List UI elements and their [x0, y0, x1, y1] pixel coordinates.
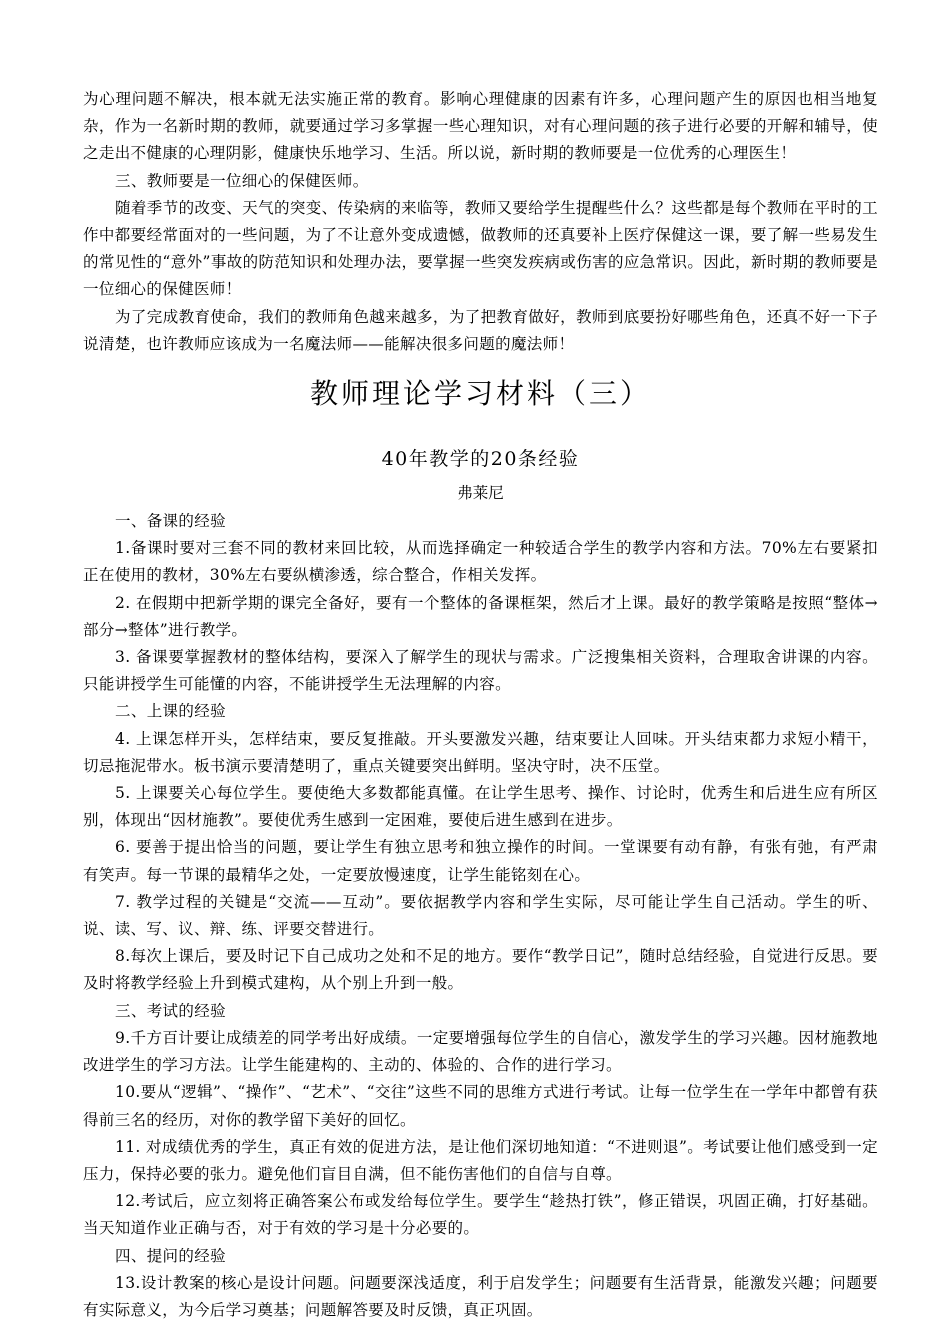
page-title: 教师理论学习材料（三）: [309, 377, 651, 411]
paragraph: 9.千方百计要让成绩差的同学考出好成绩。一定要增强每位学生的自信心，激发学生的学习兴趣。因材施教地改进学生的学习方法。让学生能建构的、主动的、体验的、合作的进行学习。: [83, 1028, 878, 1075]
paragraph: 11. 对成绩优秀的学生，真正有效的促进方法，是让他们深切地知道：“不进则退”。考试要让他们感受到一定压力，保持必要的张力。避免他们盲目自满，但不能伤害他们的自信与自尊。: [83, 1137, 878, 1183]
paragraph: 4. 上课怎样开头，怎样结束，要反复推敲。开头要激发兴趣，结束要让人回味。开头结束都力求短小精干，切忌拖泥带水。板书演示要清楚明了，重点关键要突出鲜明。坚决守时，决不压堂。: [83, 729, 878, 775]
section-heading: 四、提问的经验: [115, 1246, 226, 1265]
paragraph: 13.设计教案的核心是设计问题。问题要深浅适度，利于启发学生；问题要有生活背景，能激发兴趣；问题要有实际意义，为今后学习奠基；问题解答要及时反馈，真正巩固。: [83, 1273, 878, 1319]
paragraph: 为了完成教育使命，我们的教师角色越来越多，为了把教育做好，教师到底要扮好哪些角色，还真不好一下子说清楚，也许教师应该成为一名魔法师——能解决很多问题的魔法师！: [83, 307, 878, 353]
article-title: 40年教学的20条经验: [381, 448, 580, 471]
paragraph: 2. 在假期中把新学期的课完全备好，要有一个整体的备课框架，然后才上课。最好的教学策略是按照“整体→部分→整体”进行教学。: [83, 593, 878, 639]
paragraph: 1.备课时要对三套不同的教材来回比较，从而选择确定一种较适合学生的教学内容和方法。70%左右要紧扣正在使用的教材，30%左右要纵横渗透，综合整合，作相关发挥。: [83, 539, 878, 585]
paragraph: 8.每次上课后，要及时记下自己成功之处和不足的地方。要作“教学日记”，随时总结经验，自觉进行反思。要及时将教学经验上升到模式建构，从个别上升到一般。: [83, 947, 878, 993]
document-page: [83, 86, 878, 1324]
paragraph: 随着季节的改变、天气的突变、传染病的来临等，教师又要给学生提醒些什么？这些都是每个教师在平时的工作中都要经常面对的一些问题，为了不让意外变成遗憾，做教师的还真要补上医疗保健这一课，要了解一些易发生的常见性的“意外”事故的防范知识和处理办法，要掌握一些突发疾病或伤害的应急常识。因此，新时期的教师要是一位细心的保健医师！: [83, 198, 878, 299]
section-heading: 二、上课的经验: [115, 702, 226, 721]
paragraph: 10.要从“逻辑”、“操作”、“艺术”、“交往”这些不同的思维方式进行考试。让每一位学生在一学年中都曾有获得前三名的经历，对你的教学留下美好的回忆。: [83, 1083, 878, 1129]
paragraph: 5. 上课要关心每位学生。要使绝大多数都能真懂。在让学生思考、操作、讨论时，优秀生和后进生应有所区别，体现出“因材施教”。要使优秀生感到一定困难，要使后进生感到在进步。: [83, 784, 878, 830]
paragraph: 为心理问题不解决，根本就无法实施正常的教育。影响心理健康的因素有许多，心理问题产生的原因也相当地复杂，作为一名新时期的教师，就要通过学习多掌握一些心理知识，对有心理问题的孩子进行必要的开解和辅导，使之走出不健康的心理阴影，健康快乐地学习、生活。所以说，新时期的教师要是一位优秀的心理医生！: [83, 90, 878, 163]
author: 弗莱尼: [457, 484, 504, 503]
paragraph: 3. 备课要掌握教材的整体结构，要深入了解学生的现状与需求。广泛搜集相关资料，合理取舍讲课的内容。只能讲授学生可能懂的内容，不能讲授学生无法理解的内容。: [83, 648, 878, 694]
section-heading: 三、考试的经验: [115, 1001, 226, 1020]
paragraph: 6. 要善于提出恰当的问题，要让学生有独立思考和独立操作的时间。一堂课要有动有静，有张有弛，有严肃有笑声。每一节课的最精华之处，一定要放慢速度，让学生能铭刻在心。: [83, 838, 878, 884]
paragraph: 7. 教学过程的关键是“交流——互动”。要依据教学内容和学生实际，尽可能让学生自己活动。学生的听、说、读、写、议、辩、练、评要交替进行。: [83, 892, 878, 939]
paragraph: 12.考试后，应立刻将正确答案公布或发给每位学生。要学生“趁热打铁”，修正错误，巩固正确，打好基础。当天知道作业正确与否，对于有效的学习是十分必要的。: [83, 1192, 878, 1238]
section-heading: 三、教师要是一位细心的保健医师。: [115, 171, 369, 190]
section-heading: 一、备课的经验: [115, 512, 226, 531]
